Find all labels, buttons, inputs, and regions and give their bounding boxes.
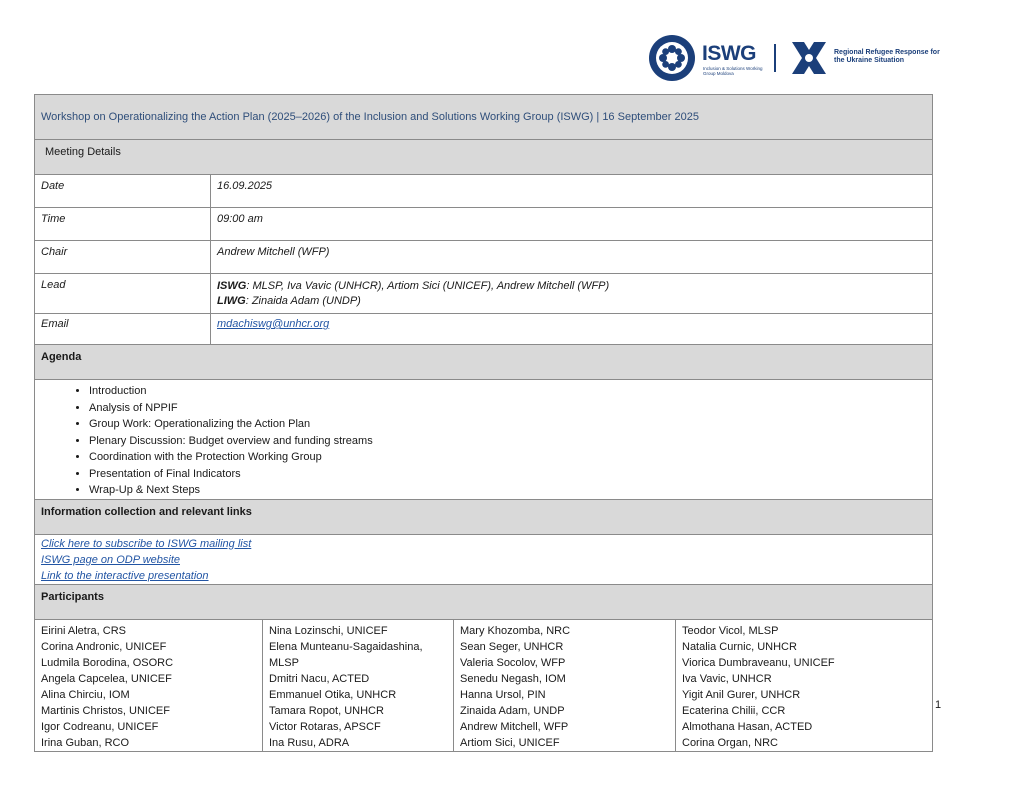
iswg-logo-text: ISWG	[702, 42, 756, 65]
participant: Artiom Sici, UNICEF	[460, 736, 560, 749]
lead-iswg-members: : MLSP, Iva Vavic (UNHCR), Artiom Sici (UNICEF), Andrew Mitchell (WFP)	[246, 280, 610, 292]
odp-page-link[interactable]: ISWG page on ODP website	[41, 553, 180, 566]
rrr-logo-text: Regional Refugee Response for the Ukraine Situation	[834, 49, 940, 64]
lead-iswg-prefix: ISWG	[217, 280, 247, 292]
time-value: 09:00 am	[211, 208, 933, 241]
page-number: 1	[935, 699, 942, 711]
links-cell	[35, 534, 933, 584]
participant: Almothana Hasan, ACTED	[682, 720, 813, 733]
date-value: 16.09.2025	[211, 175, 933, 208]
participant: Angela Capcelea, UNICEF	[41, 672, 172, 685]
participant: Dmitri Nacu, ACTED	[269, 672, 370, 685]
participant: Yigit Anil Gurer, UNHCR	[682, 688, 801, 701]
participants-col-3	[454, 619, 676, 751]
participant: Teodor Vicol, MLSP	[682, 624, 779, 637]
participant: Valeria Socolov, WFP	[460, 656, 566, 669]
participants-col-4	[676, 619, 933, 751]
agenda-item: • Coordination with the Protection Working Group	[89, 449, 932, 466]
participant: Irina Guban, RCO	[41, 736, 130, 749]
agenda-list-cell	[35, 380, 933, 500]
participant: Ina Rusu, ADRA	[269, 736, 350, 749]
agenda-heading: Agenda	[35, 345, 933, 380]
document-title: Workshop on Operationalizing the Action Plan (2025–2026) of the Inclusion and Solutions Working Group (ISWG) | 16 September 2025	[35, 95, 933, 140]
email-label: Email	[35, 314, 211, 345]
agenda-item: • Group Work: Operationalizing the Action Plan	[89, 416, 932, 433]
agenda-list	[35, 383, 932, 499]
agenda-item: • Analysis of NPPIF	[89, 400, 932, 417]
presentation-link[interactable]: Link to the interactive presentation	[41, 569, 209, 582]
participant: Igor Codreanu, UNICEF	[41, 720, 159, 733]
participant: Elena Munteanu-Sagaidashina, MLSP	[269, 640, 423, 669]
participant: Zinaida Adam, UNDP	[460, 704, 565, 717]
header-logos	[648, 34, 938, 84]
agenda-item: • Plenary Discussion: Budget overview and funding streams	[89, 433, 932, 450]
participant: Martinis Christos, UNICEF	[41, 704, 170, 717]
iswg-logo-subtext: Inclusion & Solutions Working Group Moldova	[703, 66, 763, 76]
logo-divider	[774, 44, 776, 72]
rrr-logo-icon	[790, 40, 828, 76]
agenda-item: • Introduction	[89, 383, 932, 400]
agenda-item: • Wrap-Up & Next Steps	[89, 482, 932, 499]
participant: Eirini Aletra, CRS	[41, 624, 126, 637]
meeting-table	[34, 94, 933, 752]
participant: Victor Rotaras, APSCF	[269, 720, 381, 733]
agenda-item: • Presentation of Final Indicators	[89, 466, 932, 483]
participants-col-1	[35, 619, 263, 751]
lead-label: Lead	[35, 274, 211, 314]
email-link[interactable]: mdachiswg@unhcr.org	[217, 318, 330, 330]
participant: Andrew Mitchell, WFP	[460, 720, 569, 733]
participant: Emmanuel Otika, UNHCR	[269, 688, 397, 701]
participant: Senedu Negash, IOM	[460, 672, 566, 685]
participant: Hanna Ursol, PIN	[460, 688, 546, 701]
date-label: Date	[35, 175, 211, 208]
participant: Iva Vavic, UNHCR	[682, 672, 772, 685]
chair-label: Chair	[35, 241, 211, 274]
info-heading: Information collection and relevant links	[35, 499, 933, 534]
meeting-details-heading: Meeting Details	[35, 140, 933, 175]
lead-liwg-members: : Zinaida Adam (UNDP)	[245, 295, 361, 307]
participant: Sean Seger, UNHCR	[460, 640, 564, 653]
participant: Natalia Curnic, UNHCR	[682, 640, 797, 653]
participants-col-2	[263, 619, 454, 751]
participant: Tamara Ropot, UNHCR	[269, 704, 384, 717]
time-label: Time	[35, 208, 211, 241]
iswg-seal-logo	[648, 34, 696, 82]
chair-value: Andrew Mitchell (WFP)	[211, 241, 933, 274]
participant: Mary Khozomba, NRC	[460, 624, 571, 637]
participant: Ludmila Borodina, OSORC	[41, 656, 174, 669]
participant: Viorica Dumbraveanu, UNICEF	[682, 656, 835, 669]
participant: Corina Organ, NRC	[682, 736, 778, 749]
lead-value	[211, 274, 933, 314]
participant: Alina Chirciu, IOM	[41, 688, 130, 701]
participant: Nina Lozinschi, UNICEF	[269, 624, 388, 637]
lead-liwg-prefix: LIWG	[217, 295, 246, 307]
participants-heading: Participants	[35, 584, 933, 619]
participant: Corina Andronic, UNICEF	[41, 640, 167, 653]
participant: Ecaterina Chilii, CCR	[682, 704, 786, 717]
subscribe-link[interactable]: Click here to subscribe to ISWG mailing list	[41, 537, 252, 550]
